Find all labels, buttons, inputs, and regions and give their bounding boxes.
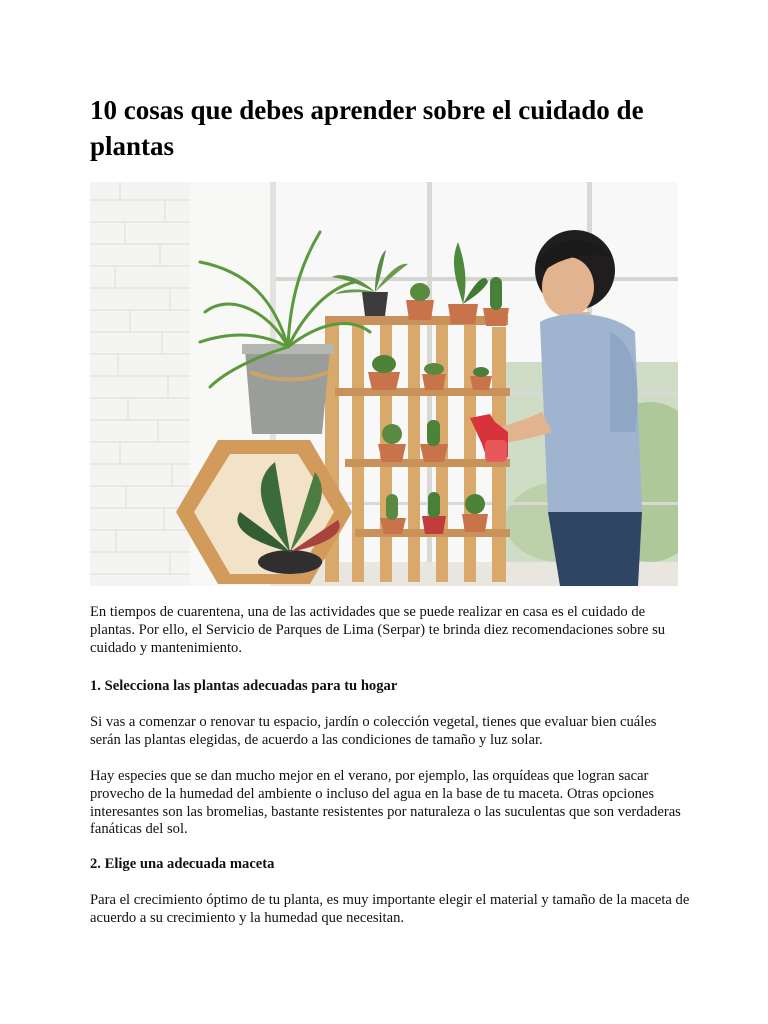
intro-paragraph: En tiempos de cuarentena, una de las actividades que se puede realizar en casa es el cuidado de plantas. Por ello, el Servicio de Parques de Lima (Serpar) te brinda diez recomendaciones sobre su cuidado y mantenimiento. (90, 604, 666, 656)
section-1-paragraph-2: Hay especies que se dan mucho mejor en el verano, por ejemplo, las orquídeas que logran sacar provecho de la humedad del ambiente o incluso del agua en la base de tu maceta. Otras opciones interesantes son las bromelias, bastante resistentes por naturaleza o las suculentas que son verdaderas fanáticas del sol. (90, 768, 681, 838)
article-title: 10 cosas que debes aprender sobre el cuidado de plantas (90, 95, 644, 161)
section-1-heading: 1. Selecciona las plantas adecuadas para tu hogar (90, 678, 398, 694)
section-2-paragraph-1: Para el crecimiento óptimo de tu planta, es muy importante elegir el material y tamaño de la maceta de acuerdo a su crecimiento y la humedad que necesitan. (90, 892, 690, 926)
section-2-heading: 2. Elige una adecuada maceta (90, 856, 275, 872)
section-1-paragraph-1: Si vas a comenzar o renovar tu espacio, jardín o colección vegetal, tienes que evaluar bien cuáles serán las plantas elegidas, de acuerdo a las condiciones de tamaño y luz solar. (90, 714, 657, 748)
article-photo (90, 182, 678, 586)
